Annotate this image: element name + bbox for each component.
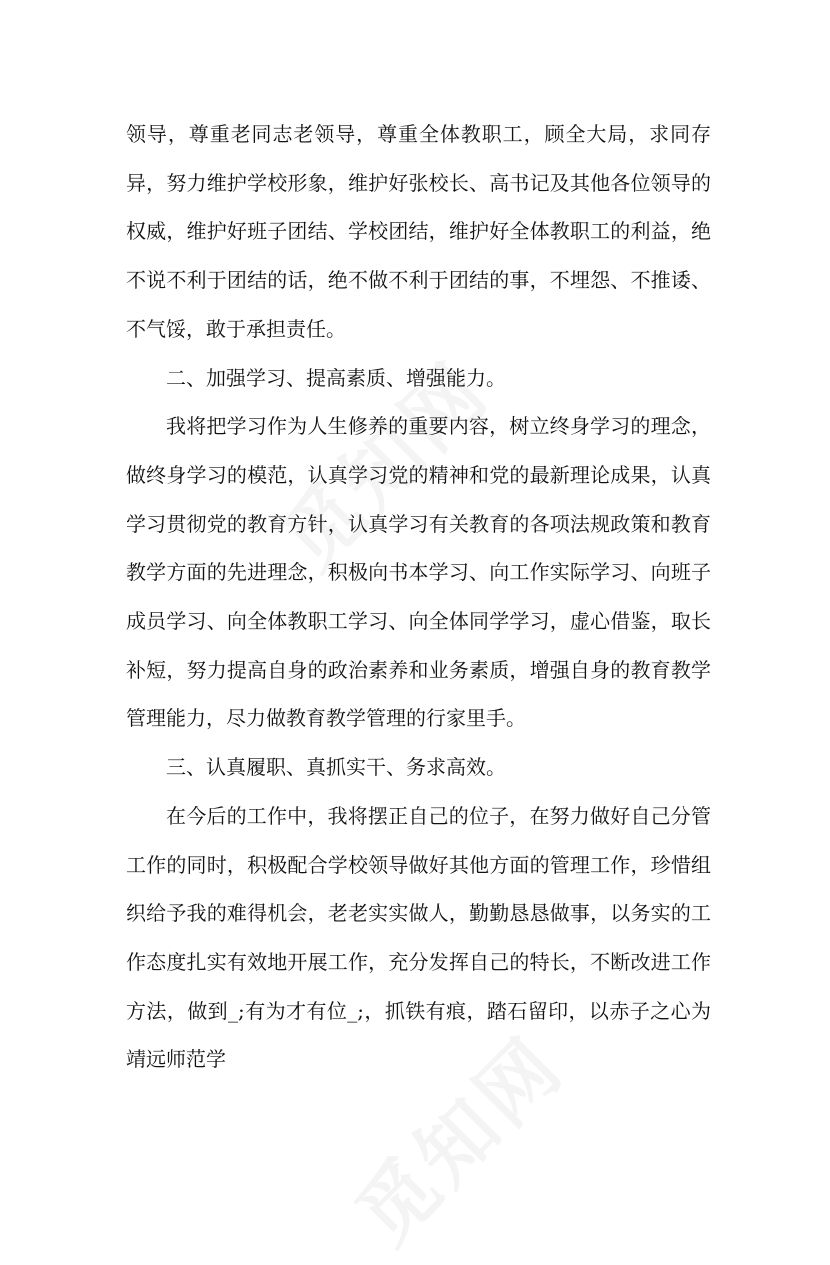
paragraph-1: 领导，尊重老同志老领导，尊重全体教职工，顾全大局，求同存异，努力维护学校形象，维护好张校长、高书记及其他各位领导的权威，维护好班子团结、学校团结，维护好全体教职工的利益，绝不说不利于团结的话，绝不做不利于团结的事，不埋怨、不推诿、不气馁，敢于承担责任。 [126,122,711,341]
paragraph-5: 在今后的工作中，我将摆正自己的位子，在努力做好自己分管工作的同时，积极配合学校领导做好其他方面的管理工作，珍惜组织给予我的难得机会，老老实实做人，勤勤恳恳做事，以务实的工作态度扎实有效地开展工作，充分发挥自己的特长，不断改进工作方法，做到_;有为才有位_;，抓铁有痕，踏石留印，以赤子之心为靖远师范学 [126,803,711,1072]
section-heading-3: 三、认真履职、真抓实干、务求高效。 [166,755,506,780]
document-body [126,110,711,1084]
paragraph-3: 我将把学习作为人生修养的重要内容，树立终身学习的理念，做终身学习的模范，认真学习党的精神和党的最新理论成果，认真学习贯彻党的教育方针，认真学习有关教育的各项法规政策和教育教学方面的先进理念，积极向书本学习、向工作实际学习、向班子成员学习、向全体教职工学习、向全体同学学习，虚心借鉴，取长补短，努力提高自身的政治素养和业务素质，增强自身的教育教学管理能力，尽力做教育教学管理的行家里手。 [126,414,711,731]
section-heading-2: 二、加强学习、提高素质、增强能力。 [166,365,506,390]
